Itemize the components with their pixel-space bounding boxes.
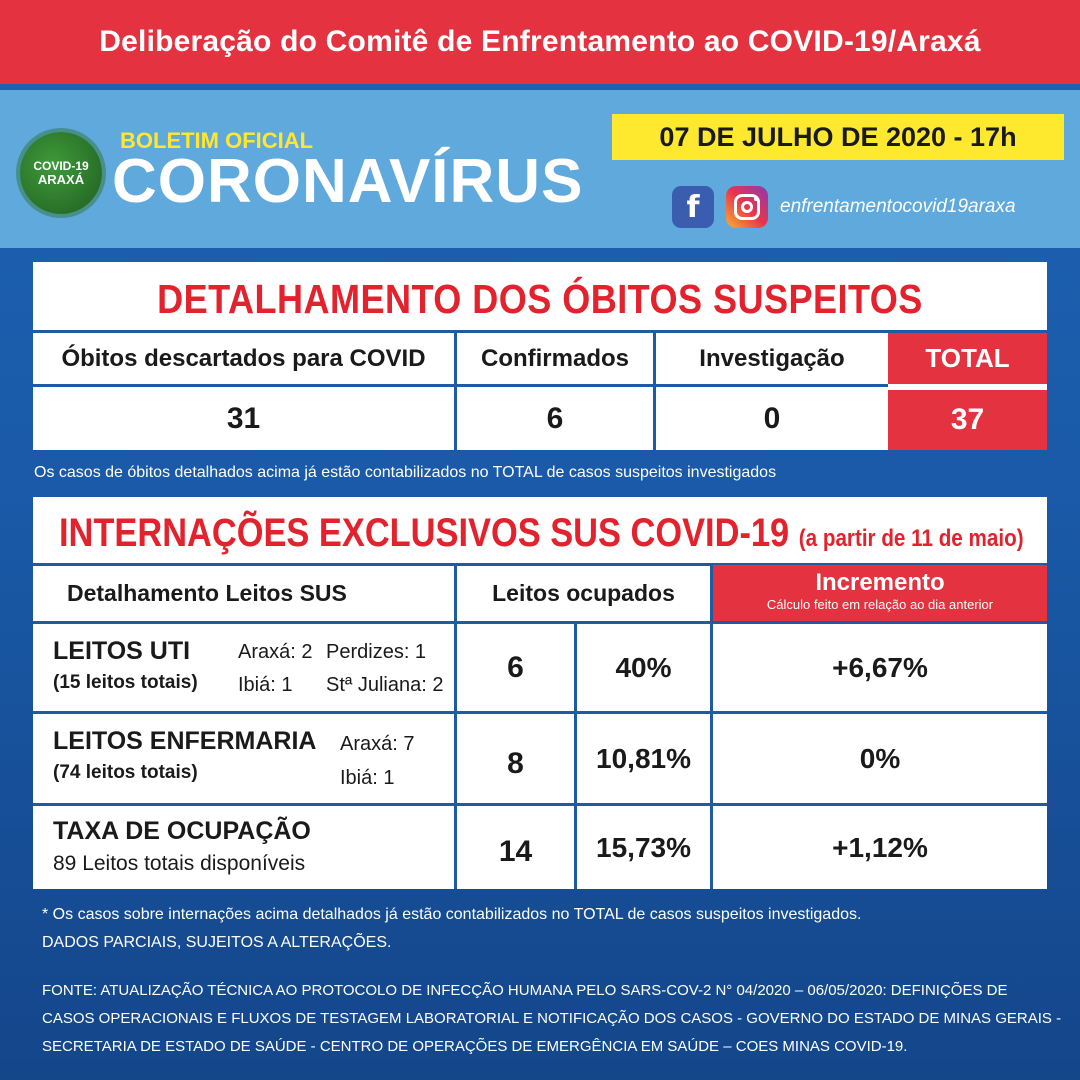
logo-line1: COVID-19 [33, 159, 89, 173]
internacoes-title [59, 511, 1024, 556]
top-banner: Deliberação do Comitê de Enfrentamento ao COVID-19/Araxá [0, 0, 1080, 84]
enfermaria-increment: 0% [859, 742, 901, 774]
incremento-subtitle: Cálculo feito em relação ao dia anterior [766, 597, 994, 612]
footer-source: SECRETARIA DE ESTADO DE SAÚDE - CENTRO DE OPERAÇÕES DE EMERGÊNCIA EM SAÚDE – COES MINAS COVID-19. [42, 1038, 908, 1055]
uti-increment: +6,67% [832, 651, 928, 683]
social-handle[interactable]: enfrentamentocovid19araxa [780, 196, 1016, 217]
enfermaria-label: LEITOS ENFERMARIA [53, 727, 317, 755]
internacoes-panel [33, 497, 1047, 889]
footer-source: CASOS OPERACIONAIS E FLUXOS DE TESTAGEM LABORATORIAL E NOTIFICAÇÃO DOS CASOS - GOVERNO DO ESTADO DE MINAS GERAIS - [42, 1010, 1062, 1027]
value-investigacao: 0 [763, 401, 781, 435]
enfermaria-total: (74 leitos totais) [53, 762, 198, 783]
uti-total: (15 leitos totais) [53, 672, 198, 693]
covid-logo [20, 132, 102, 214]
logo-line2: ARAXÁ [37, 172, 85, 187]
taxa-occupied: 14 [498, 834, 533, 868]
incremento-title: Incremento [815, 569, 945, 596]
footer-disclaimer: DADOS PARCIAIS, SUJEITOS A ALTERAÇÕES. [42, 934, 392, 951]
obitos-panel [33, 262, 1047, 450]
value-descartados: 31 [226, 401, 261, 435]
uti-label: LEITOS UTI [53, 637, 191, 665]
value-confirmados: 6 [546, 401, 564, 435]
date-badge: 07 DE JULHO DE 2020 - 17h [612, 114, 1064, 160]
taxa-increment: +1,12% [832, 831, 928, 863]
enfermaria-occupied: 8 [507, 746, 524, 780]
social-links [672, 186, 1016, 228]
internacoes-title-text: INTERNAÇÕES EXCLUSIVOS SUS COVID-19 [59, 511, 790, 555]
enfermaria-city: Ibiá: 1 [340, 767, 395, 789]
value-total: 37 [888, 387, 1047, 450]
uti-city: Perdizes: 1 [326, 641, 427, 663]
header-investigacao: Investigação [699, 344, 845, 372]
taxa-total: 89 Leitos totais disponíveis [53, 852, 306, 875]
header-detalhamento: Detalhamento Leitos SUS [67, 580, 347, 606]
taxa-percent: 15,73% [596, 831, 691, 863]
header-descartados: Óbitos descartados para COVID [61, 344, 426, 372]
enfermaria-city: Araxá: 7 [340, 733, 415, 755]
footer-source: FONTE: ATUALIZAÇÃO TÉCNICA AO PROTOCOLO DE INFECÇÃO HUMANA PELO SARS-COV-2 N° 04/2020 – 06/05/2020: DEFINIÇÕES DE [42, 982, 1008, 999]
facebook-icon[interactable]: f [672, 186, 714, 228]
uti-percent: 40% [615, 651, 672, 683]
obitos-note: Os casos de óbitos detalhados acima já estão contabilizados no TOTAL de casos suspeitos investigados [34, 464, 777, 481]
uti-city: Stª Juliana: 2 [326, 674, 444, 696]
internacoes-subtitle: (a partir de 11 de maio) [798, 525, 1024, 552]
header-incremento [713, 565, 1047, 621]
taxa-label: TAXA DE OCUPAÇÃO [53, 817, 311, 845]
header-leitos-ocupados: Leitos ocupados [492, 580, 675, 606]
page-title: CORONAVÍRUS [112, 147, 584, 216]
obitos-title: DETALHAMENTO DOS ÓBITOS SUSPEITOS [157, 276, 923, 322]
instagram-icon[interactable] [726, 186, 768, 228]
enfermaria-percent: 10,81% [596, 742, 691, 774]
uti-city: Araxá: 2 [238, 641, 313, 663]
header [0, 90, 1080, 248]
uti-occupied: 6 [507, 650, 524, 684]
boletim-label: BOLETIM OFICIAL [120, 128, 314, 153]
header-confirmados: Confirmados [480, 344, 629, 372]
uti-city: Ibiá: 1 [238, 674, 293, 696]
header-total: TOTAL [888, 333, 1047, 384]
footer-note: * Os casos sobre internações acima detalhados já estão contabilizados no TOTAL de casos suspeitos investigados. [42, 906, 862, 923]
